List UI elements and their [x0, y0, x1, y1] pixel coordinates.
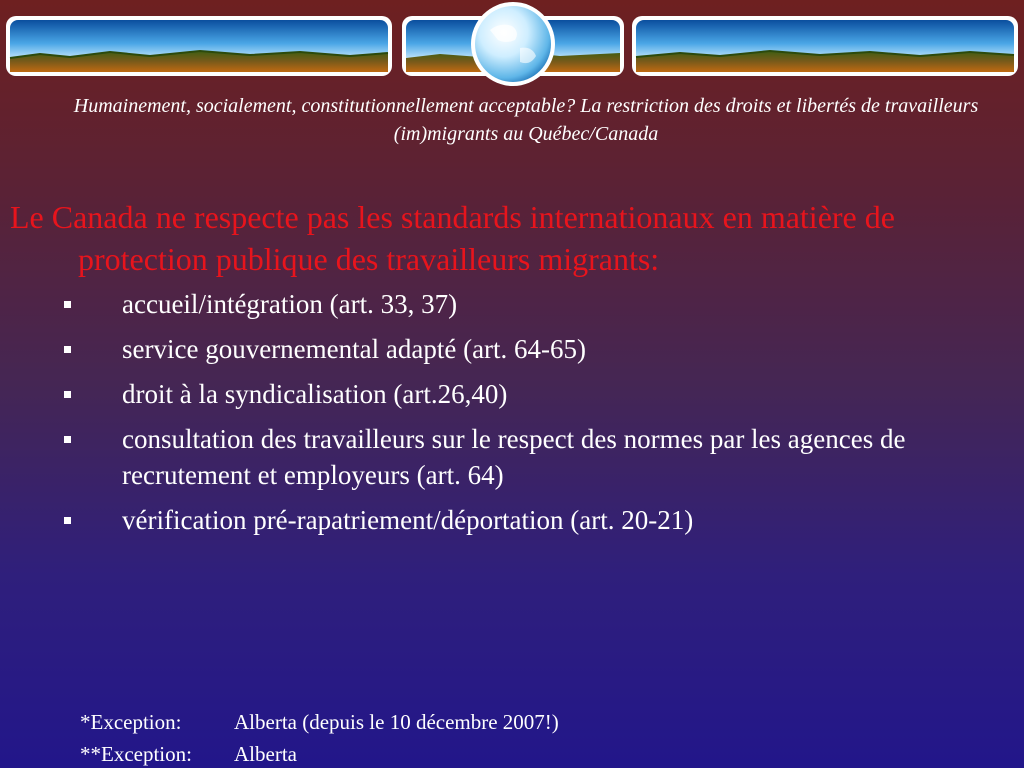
footnote-label: *Exception:: [80, 710, 182, 734]
bullet-list: [0, 286, 1010, 547]
square-bullet-icon: [64, 517, 71, 524]
square-bullet-icon: [64, 346, 71, 353]
landscape-banner-icon: [0, 0, 1024, 90]
square-bullet-icon: [64, 436, 71, 443]
square-bullet-icon: [64, 301, 71, 308]
globe-icon: [471, 2, 555, 86]
slide-subtitle: Humainement, socialement, constitutionnellement acceptable? La restriction des droits et libertés de travailleurs (im)migrants au Québec/Canada: [73, 95, 979, 145]
footnote-text: Alberta (depuis le 10 décembre 2007!): [234, 710, 559, 734]
bullet-text: service gouvernemental adapté (art. 64-65): [122, 334, 587, 364]
footnote-text: Alberta: [234, 742, 297, 766]
bullet-text: vérification pré-rapatriement/déportation (art. 20-21): [122, 505, 694, 535]
footnotes: [80, 706, 559, 768]
square-bullet-icon: [64, 391, 71, 398]
footnote-row: [80, 738, 559, 768]
bullet-text: droit à la syndicalisation (art.26,40): [122, 379, 508, 409]
list-item: [0, 421, 1010, 493]
footnote-label: **Exception:: [80, 742, 192, 766]
footnote-row: [80, 706, 559, 738]
list-item: [0, 376, 1010, 412]
bullet-text: consultation des travailleurs sur le respect des normes par les agences de recrutement et employeurs (art. 64): [122, 424, 906, 490]
list-item: [0, 286, 1010, 322]
bullet-text: accueil/intégration (art. 33, 37): [122, 289, 458, 319]
list-item: [0, 331, 1010, 367]
list-item: [0, 502, 1010, 538]
slide-heading: Le Canada ne respecte pas les standards internationaux en matière de protection publique des travailleurs migrants:: [10, 199, 895, 277]
